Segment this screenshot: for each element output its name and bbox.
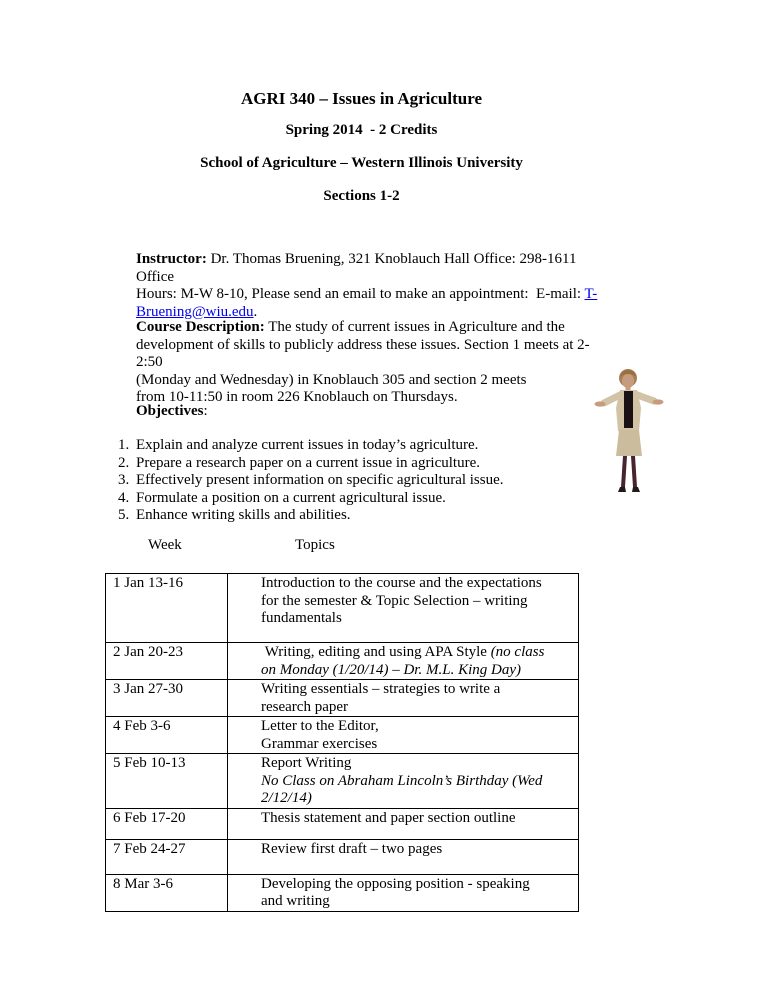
instructor-line [136, 251, 611, 286]
topic-cell: Writing essentials – strategies to write a research paper [228, 680, 579, 717]
instructor-text: Hours: M-W 8-10, Please send an email to make an appointment: E-mail: [136, 286, 585, 302]
topics-column-header: Topics [295, 537, 335, 553]
topic-cell: Thesis statement and paper section outline [228, 808, 579, 839]
week-cell: 3 Jan 27-30 [106, 680, 228, 717]
course-description-label: Course Description: [136, 319, 265, 335]
objectives-item-text: Effectively present information on specific agricultural issue. [136, 472, 504, 488]
objectives-item-number: 3. [118, 472, 130, 488]
topic-cell: Letter to the Editor, Grammar exercises [228, 717, 579, 754]
objectives-item-text: Explain and analyze current issues in today’s agriculture. [136, 437, 479, 453]
objectives-item-number: 4. [118, 489, 130, 506]
objectives-item [118, 437, 618, 455]
course-description-text: The study of current issues in Agriculture and the [264, 319, 565, 335]
week-cell: 1 Jan 13-16 [106, 574, 228, 643]
header-sections: Sections 1-2 [323, 188, 400, 204]
table-row [106, 574, 579, 643]
topic-cell: Introduction to the course and the expectations for the semester & Topic Selection – writing fundamentals [228, 574, 579, 643]
objectives-item-number: 1. [118, 437, 130, 453]
week-cell: 4 Feb 3-6 [106, 717, 228, 754]
table-row [106, 643, 579, 680]
instructor-label: Instructor: [136, 251, 207, 267]
course-description-paragraph [136, 319, 611, 407]
objectives-item-text: Enhance writing skills and abilities. [136, 507, 351, 523]
header-school: School of Agriculture – Western Illinois University [200, 155, 523, 171]
table-row [106, 680, 579, 717]
week-cell: 7 Feb 24-27 [106, 839, 228, 874]
course-title: AGRI 340 – Issues in Agriculture [240, 89, 482, 108]
course-description-line: development of skills to publicly address these issues. Section 1 meets at 2-2:50 [136, 336, 590, 370]
course-description-line: from 10-11:50 in room 226 Knoblauch on Thursdays. [136, 389, 458, 405]
table-row [106, 754, 579, 809]
table-row [106, 874, 579, 911]
table-row [106, 839, 579, 874]
instructor-line [136, 286, 611, 304]
week-cell: 5 Feb 10-13 [106, 754, 228, 809]
objectives-list [118, 437, 618, 525]
email-link[interactable]: Bruening@wiu.edu [136, 303, 254, 320]
week-cell: 8 Mar 3-6 [106, 874, 228, 911]
objectives-item-number: 2. [118, 454, 130, 471]
topic-cell: Review first draft – two pages [228, 839, 579, 874]
shrugging-woman-image [590, 368, 668, 496]
objectives-item-number: 5. [118, 507, 130, 523]
table-column-headers [105, 537, 578, 555]
topic-cell: Writing, editing and using APA Style (no class on Monday (1/20/14) – Dr. M.L. King Day) [228, 643, 579, 680]
week-cell: 6 Feb 17-20 [106, 808, 228, 839]
objectives-item-text: Prepare a research paper on a current issue in agriculture. [136, 454, 480, 471]
header-term-credits: Spring 2014 - 2 Credits [285, 122, 438, 138]
objectives-item [118, 472, 618, 490]
objectives-colon: : [203, 403, 208, 419]
instructor-text: . [253, 303, 258, 320]
course-description-line [136, 319, 611, 337]
email-link[interactable]: T- [584, 286, 598, 302]
topic-cell: Developing the opposing position - speaking and writing [228, 874, 579, 911]
objectives-item-text: Formulate a position on a current agricultural issue. [136, 489, 446, 506]
objectives-item [118, 507, 618, 525]
objectives-heading [136, 403, 208, 421]
course-description-line: (Monday and Wednesday) in Knoblauch 305 and section 2 meets [136, 371, 527, 388]
table-row [106, 808, 579, 839]
table-row [106, 717, 579, 754]
objectives-item [118, 455, 618, 473]
objectives-item [118, 490, 618, 508]
instructor-text: Dr. Thomas Bruening, 321 Knoblauch Hall Office: 298-1611 Office [136, 251, 581, 285]
topic-cell: Report Writing No Class on Abraham Lincoln’s Birthday (Wed 2/12/14) [228, 754, 579, 809]
week-column-header: Week [148, 537, 182, 553]
schedule-table [105, 573, 579, 912]
objectives-label: Objectives [136, 403, 204, 419]
instructor-paragraph [136, 251, 611, 321]
week-cell: 2 Jan 20-23 [106, 643, 228, 680]
